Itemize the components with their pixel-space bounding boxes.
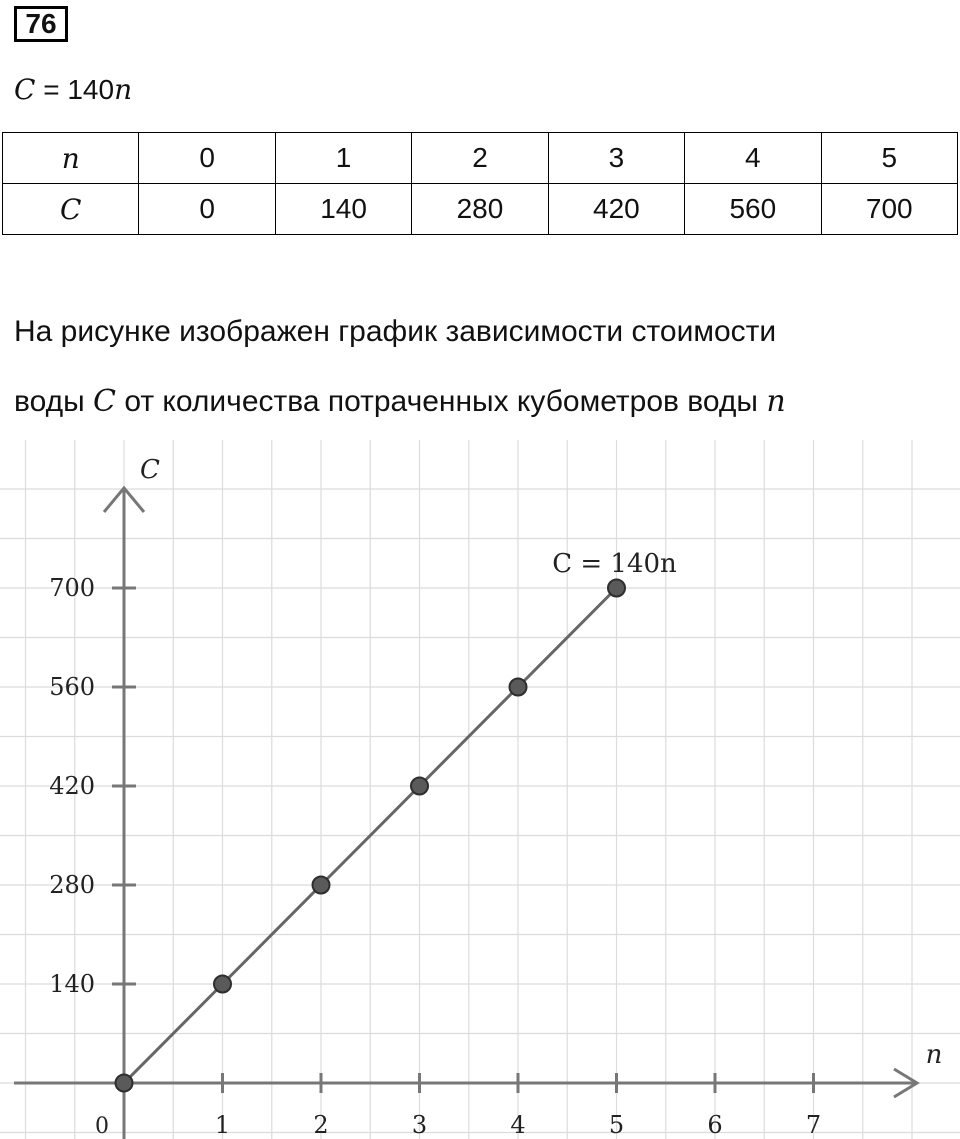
x-tick-label: 4 [510,1111,526,1139]
table-cell: 0 [139,133,275,184]
description-line-1: На рисунке изображен график зависимости стоимости [14,315,777,348]
y-axis-label: C [140,455,160,485]
y-tick-label: 700 [49,574,95,602]
table-header-c: C [3,184,139,235]
y-tick-label: 420 [49,772,95,800]
problem-number: 76 [14,6,68,42]
table-cell: 2 [412,133,548,184]
y-tick-label: 140 [49,970,95,998]
description-text: от количества потраченных кубометров воды [116,385,767,418]
formula [14,70,132,110]
x-tick-label: 3 [411,1111,428,1139]
data-point [510,679,527,696]
table-cell: 1 [275,133,411,184]
description-var-n: n [766,384,786,419]
table-row-n [3,133,958,184]
formula-var-c: C [14,73,36,106]
table-cell: 700 [821,184,957,235]
x-tick-label: 1 [214,1111,231,1139]
cost-graph [0,440,960,1139]
x-tick-label: 2 [313,1111,329,1139]
formula-var-n: n [114,73,133,106]
data-point [411,778,428,795]
description-text: воды [14,385,94,418]
data-point [313,877,330,894]
y-tick-label: 280 [49,871,95,899]
table-cell: 560 [685,184,821,235]
table-cell: 140 [275,184,411,235]
x-tick-label: 7 [805,1111,822,1139]
table-cell: 4 [685,133,821,184]
x-axis-label: n [925,1040,943,1070]
data-point [116,1075,133,1092]
x-tick-label: 6 [707,1111,723,1139]
description-line-2 [14,382,786,422]
origin-label: 0 [95,1114,109,1139]
table-row-c [3,184,958,235]
table-cell: 0 [139,184,275,235]
line-label: C = 140n [552,549,677,579]
table-cell: 280 [412,184,548,235]
table-cell: 420 [548,184,684,235]
table-cell: 3 [548,133,684,184]
table-cell: 5 [821,133,957,184]
table-header-n: n [3,133,139,184]
y-tick-label: 560 [49,673,95,701]
x-tick-label: 5 [608,1111,625,1139]
description-var-c: C [93,384,116,419]
values-table [2,132,958,235]
data-point [608,580,625,597]
formula-equals: = 140 [35,74,115,105]
data-point [214,976,231,993]
